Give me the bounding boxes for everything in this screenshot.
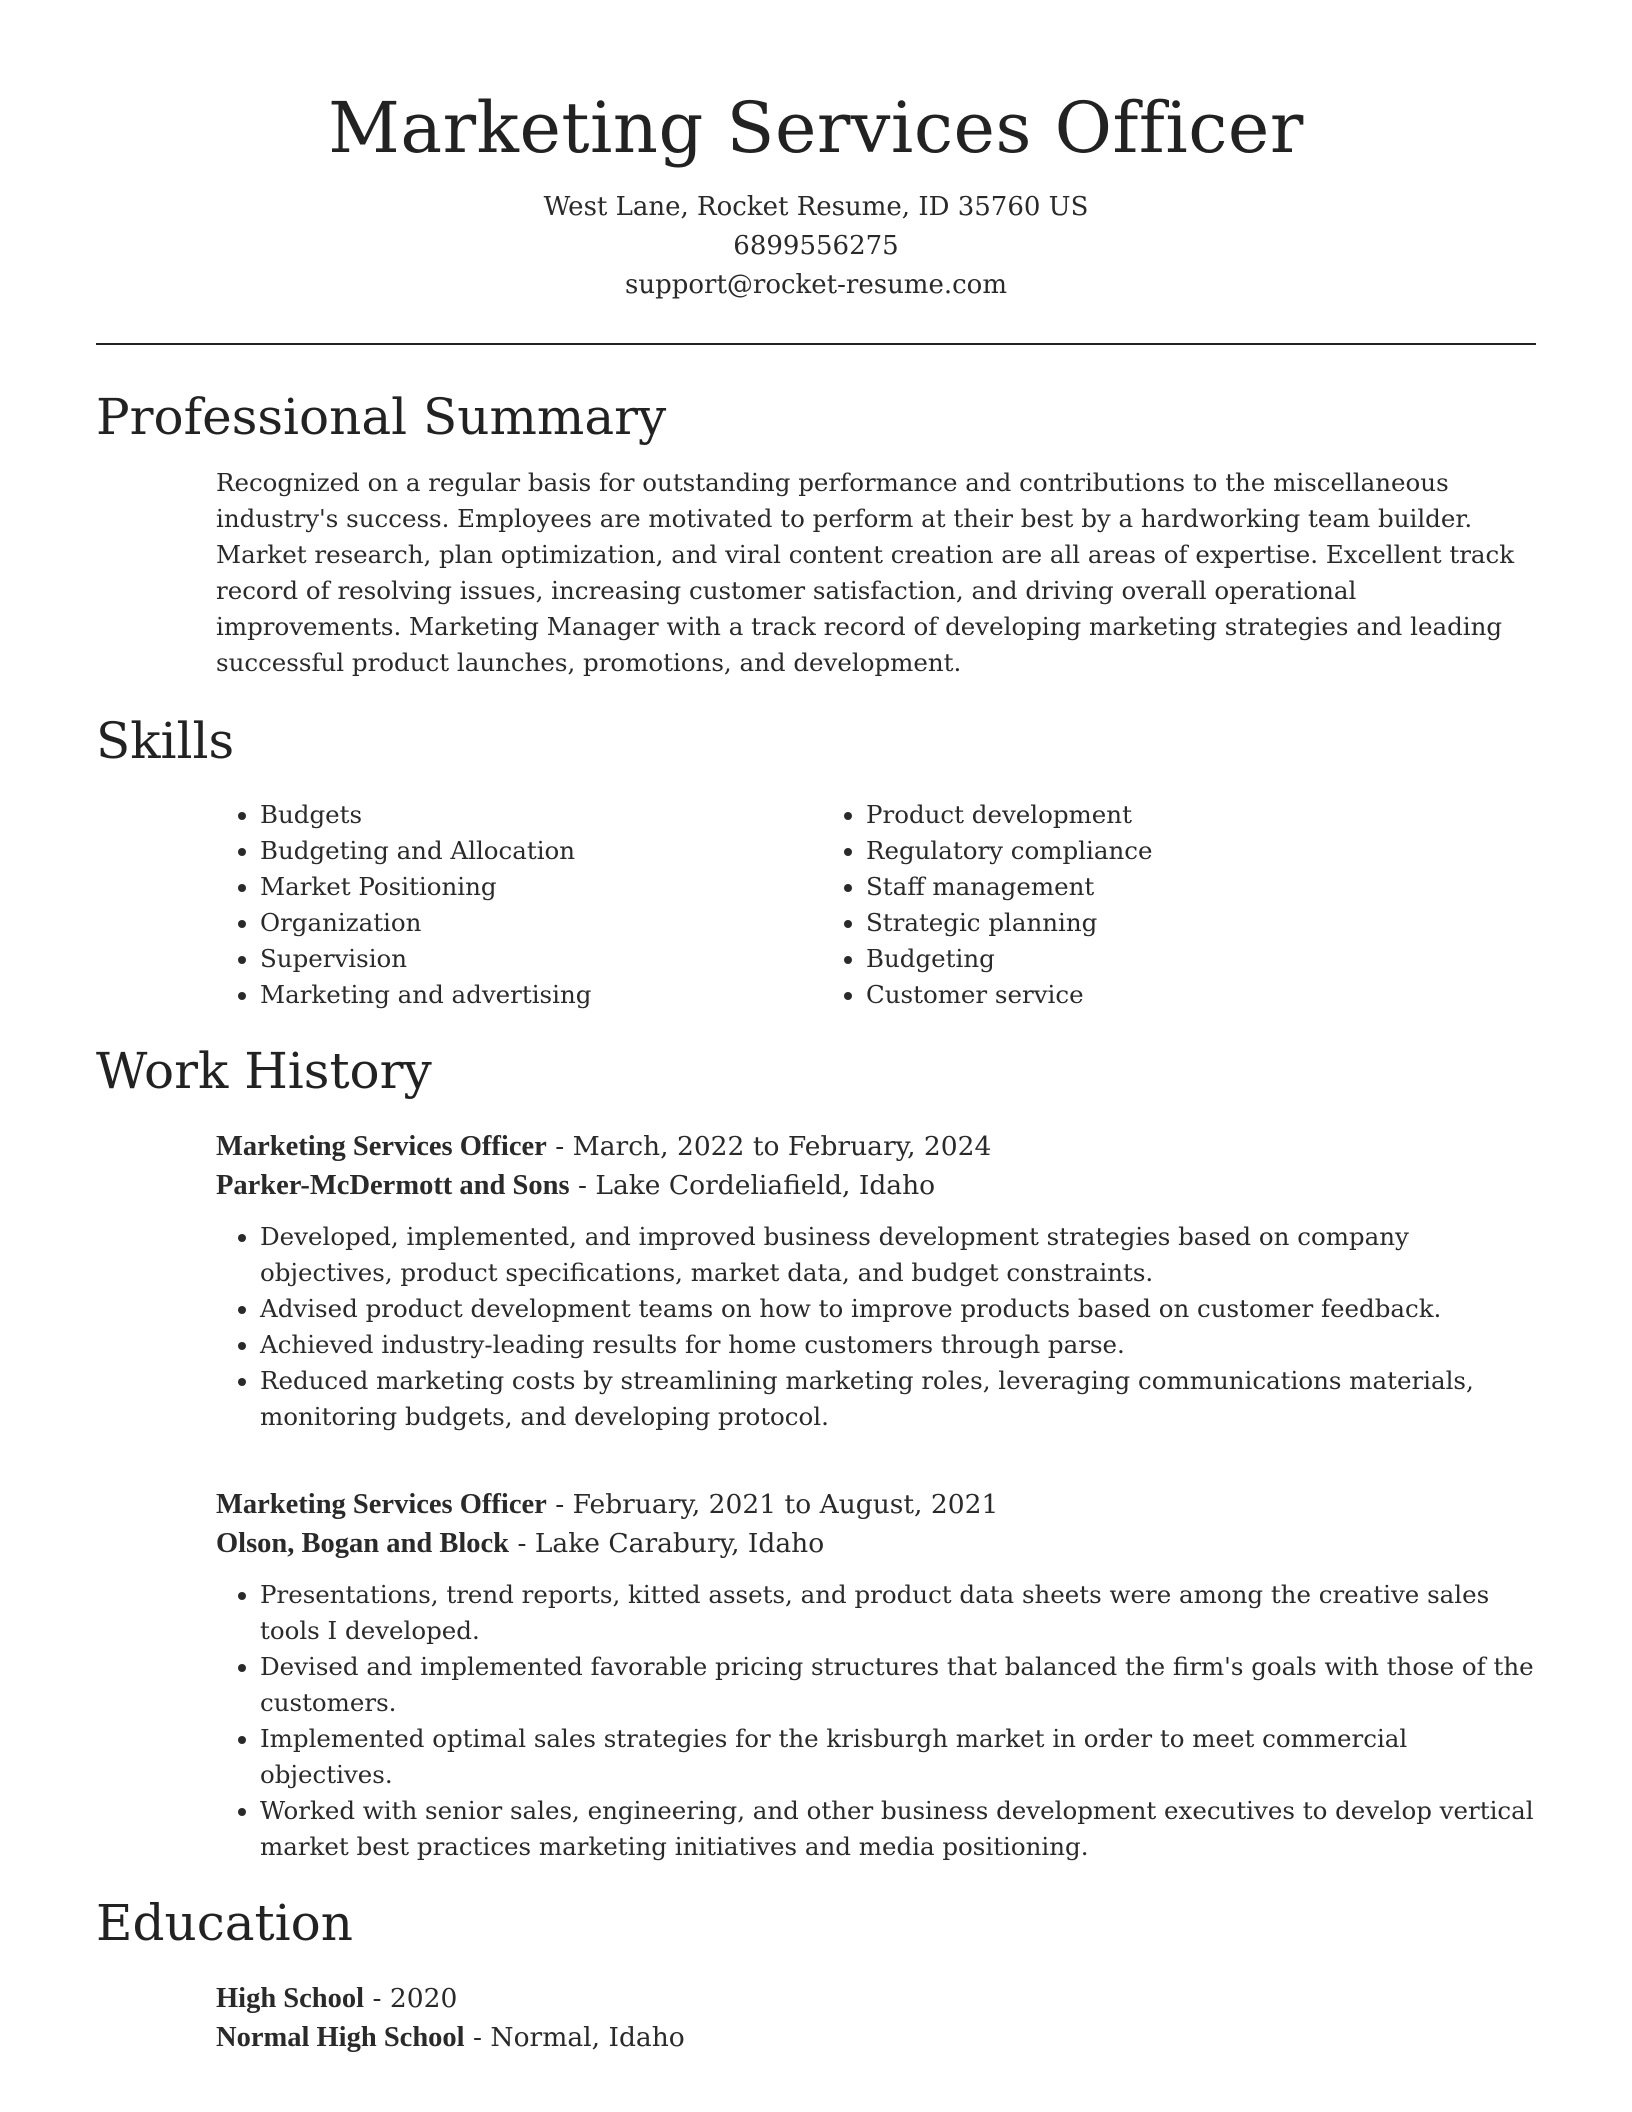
skill-item: • Product development [866,797,1428,833]
job-bullet: • Achieved industry-leading results for home customers through parse. [260,1327,1536,1363]
job-dates: - February, 2021 to August, 2021 [546,1489,999,1520]
skills-list [216,797,1536,1013]
job-bullet: • Presentations, trend reports, kitted assets, and product data sheets were among the creative sales tools I developed. [260,1577,1536,1649]
job-bullet: • Reduced marketing costs by streamlining marketing roles, leveraging communications materials, monitoring budgets, and developing protocol. [260,1363,1536,1435]
job-role: Marketing Services Officer [216,1489,547,1520]
job-bullet: • Worked with senior sales, engineering, and other business development executives to develop vertical market best practices marketing initiatives and media positioning. [260,1793,1536,1865]
skill-item: • Supervision [260,941,822,977]
contact-email: support@rocket-resume.com [624,270,1007,300]
job-entry [216,1485,1536,1865]
summary-text: Recognized on a regular basis for outstanding performance and contributions to the miscellaneous industry's success. Employees are motivated to perform at their best by a hardworking team builder. Market research, plan optimization, and viral content creation are all areas of expertise. Excellent track record of resolving issues, increasing customer satisfaction, and driving overall operational improvements. Marketing Manager with a track record of developing marketing strategies and leading successful product launches, promotions, and development. [216,468,1515,677]
job-bullet: • Developed, implemented, and improved business development strategies based on company objectives, product specifications, market data, and budget constraints. [260,1219,1536,1291]
skill-item: • Marketing and advertising [260,977,822,1013]
job-company-line [216,1524,1536,1563]
skills-column-right [822,797,1428,1013]
job-bullet: • Devised and implemented favorable pricing structures that balanced the firm's goals with those of the customers. [260,1649,1536,1721]
contact-address: West Lane, Rocket Resume, ID 35760 US [543,192,1089,222]
job-title-line [216,1127,1536,1166]
skill-item: • Budgeting and Allocation [260,833,822,869]
skills-column-left [216,797,822,1013]
skill-item: • Market Positioning [260,869,822,905]
job-bullets [216,1577,1536,1865]
education-entry [216,1979,1536,2057]
section-title-summary: Professional Summary [96,388,667,446]
job-title-line [216,1485,1536,1524]
job-dates: - March, 2022 to February, 2024 [546,1131,992,1162]
job-company: Parker-McDermott and Sons [216,1170,570,1201]
header-divider [96,343,1536,345]
contact-phone: 6899556275 [733,231,899,261]
education-location: - Normal, Idaho [464,2022,685,2053]
education-degree: High School [216,1983,365,2014]
job-entry [216,1127,1536,1435]
job-role: Marketing Services Officer [216,1131,547,1162]
skill-item: • Strategic planning [866,905,1428,941]
job-company-line [216,1166,1536,1205]
job-location: - Lake Cordeliafield, Idaho [569,1170,936,1201]
job-bullet: • Implemented optimal sales strategies for the krisburgh market in order to meet commercial objectives. [260,1721,1536,1793]
skill-item: • Regulatory compliance [866,833,1428,869]
skill-item: • Budgeting [866,941,1428,977]
section-title-education: Education [96,1894,353,1952]
contact-block [96,188,1536,305]
section-title-skills: Skills [96,712,235,770]
skill-item: • Customer service [866,977,1428,1013]
skill-item: • Budgets [260,797,822,833]
education-school: Normal High School [216,2022,465,2053]
section-title-work-history: Work History [96,1042,432,1100]
skill-item: • Organization [260,905,822,941]
education-school-line [216,2018,1536,2057]
candidate-name: Marketing Services Officer [328,87,1304,169]
skill-item: • Staff management [866,869,1428,905]
job-bullets [216,1219,1536,1435]
job-company: Olson, Bogan and Block [216,1528,510,1559]
job-bullet: • Advised product development teams on how to improve products based on customer feedback. [260,1291,1536,1327]
resume-page [96,0,1536,2057]
job-location: - Lake Carabury, Idaho [509,1528,825,1559]
education-year: - 2020 [364,1983,458,2014]
education-degree-line [216,1979,1536,2018]
